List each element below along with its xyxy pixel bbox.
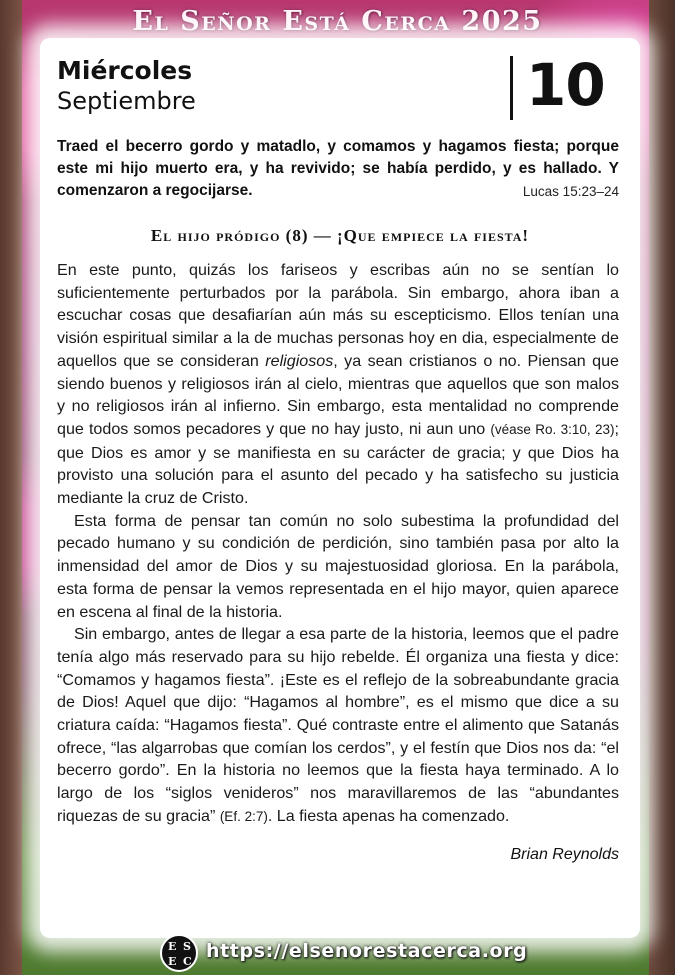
verse-reference: Lucas 15:23–24	[522, 184, 619, 199]
author-name: Brian Reynolds	[510, 846, 619, 863]
website-link[interactable]: https://elsenorestacerca.org	[206, 940, 528, 962]
day-number: 10	[526, 51, 605, 119]
date-divider	[510, 56, 513, 120]
daily-verse	[57, 136, 619, 203]
paragraph-1: En este punto, quizás los fariseos y escribas aún no se sentían lo suficientemente perturbados por la parábola. Sin embargo, ahora iban a escuchar cosas que desafiarían aún más su escepticismo. Ellos tenían una visión espiritual similar a la de muchas personas hoy en dia, especialmente de aquellos que se consideran religiosos, ya sean cristianos o no. Piensan que siendo buenos y religiosos irán al cielo, mientras que aquellos que son malos y no religiosos irán al infierno. Sin embargo, esta mentalidad no comprende que todos somos pecadores y que no hay justo, ni aun uno (véase Ro. 3:10, 23); que Dios es amor y se manifiesta en su carácter de gracia; y que Dios ha provisto una solución para el asunto del pecado y ha satisfecho su justicia mediante la cruz de Cristo.	[57, 261, 619, 508]
month: Septiembre	[57, 87, 196, 115]
weekday: Miércoles	[57, 56, 193, 85]
paragraph-3: Sin embargo, antes de llegar a esa parte de la historia, leemos que el padre tenía algo más reservado para su hijo rebelde. Él organiza una fiesta y dice: “Comamos y hagamos fiesta”. ¡Este es el reflejo de la sobreabundante gracia de Dios! Aquel que dijo: “Hagamos al hombre”, es el mismo que dice a su criatura caída: “Hagamos fiesta”. Qué contraste entre el alimento que Satanás ofrece, “las algarrobas que comían los cerdos”, y el festín que Dios nos da: “el becerro gordo”. En la historia no leemos que la fiesta haya terminado. A lo largo de los “siglos venideros” nos maravillaremos de las “abundantes riquezas de su gracia” (Ef. 2:7). La fiesta apenas ha comenzado.	[57, 625, 619, 825]
page-card	[40, 38, 640, 938]
emphasis-religiosos: religiosos	[265, 351, 334, 370]
background-tree-right	[649, 0, 675, 975]
background-tree-left	[0, 0, 22, 975]
devotional-body	[57, 259, 619, 829]
publication-title: El Señor Está Cerca 2025	[132, 6, 543, 37]
devotional-heading: El hijo pródigo (8) — ¡Que empiece la fiesta!	[150, 226, 530, 245]
scripture-reference: (Ef. 2:7)	[219, 808, 268, 824]
verse-text: Traed el becerro gordo y matadlo, y comamos y hagamos fiesta; porque este mi hijo muerto era, y ha revivido; se había perdido, y es hallado. Y comenzaron a regocijarse.	[57, 138, 619, 199]
scripture-reference: (véase Ro. 3:10, 23)	[490, 421, 615, 437]
publisher-logo-icon: E S E C	[160, 934, 198, 972]
footer	[0, 934, 675, 968]
paragraph-2: Esta forma de pensar tan común no solo subestima la profundidad del pecado humano y su condición de perdición, sino también pasa por alto la inmensidad del amor de Dios y su majestuosidad gloriosa. En la parábola, esta forma de pensar la vemos representada en el hijo mayor, quien aparece en escena al final de la historia.	[57, 511, 619, 621]
